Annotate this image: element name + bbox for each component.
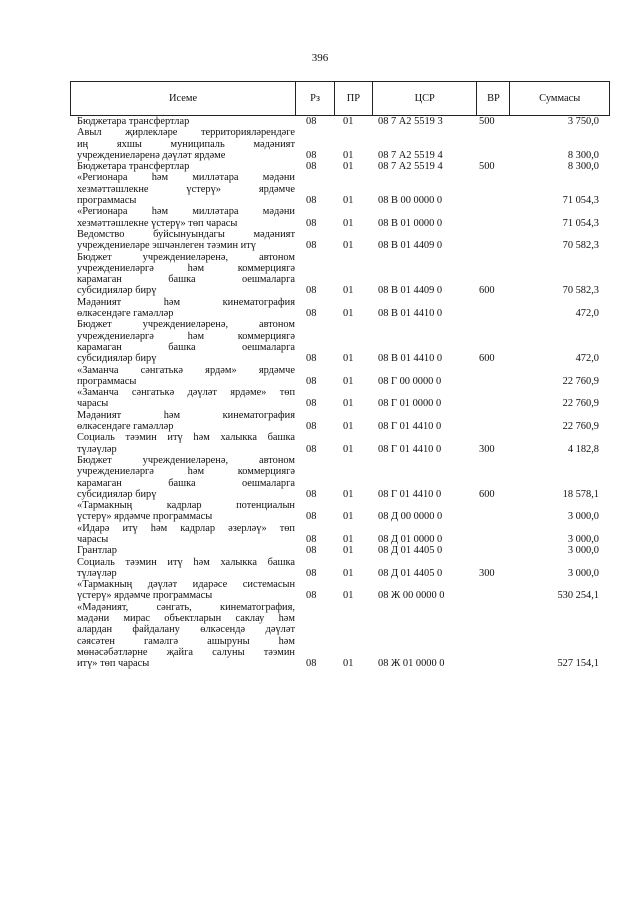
cell-sum: 71 054,3 [562,195,599,207]
cell-name-line: Социаль тәэмин итү һәм халыкка башка [77,432,295,444]
cell-csr: 08 7 А2 5519 3 [378,116,443,127]
cell-sum: 3 000,0 [567,533,599,545]
cell-rz: 08 [306,375,317,387]
cell-name-line: иң яхшы муниципаль мәдәният [77,138,295,150]
cell-name [70,432,295,455]
cell-sum: 71 054,3 [562,217,599,229]
cell-sum: 22 760,9 [562,421,599,433]
cell-csr: 08 В 01 4410 0 [378,308,443,320]
cell-rz: 08 [306,443,317,455]
budget-table [70,81,610,670]
cell-rz: 08 [306,353,317,365]
table-row [70,410,610,433]
cell-name [70,252,295,297]
cell-name-line: Бюджет учреждениеләренә, автоном [77,319,295,331]
cell-name [70,557,295,580]
table-row [70,116,610,127]
cell-pr: 01 [343,375,354,387]
cell-name-line: «Регионара һәм милләтара мәдәни [77,206,295,218]
cell-sum: 472,0 [575,308,599,320]
cell-sum: 18 578,1 [562,488,599,500]
cell-name-line: субсидияләр бирү [77,353,157,365]
table-row [70,557,610,580]
cell-sum: 530 254,1 [557,590,599,602]
cell-name-line: өлкәсендәге гамәлләр [77,308,174,320]
table-row [70,602,610,670]
table-row [70,455,610,500]
cell-name-line: түләүләр [77,567,117,579]
cell-name-line: хезмәттәшлекне үстерү» төп чарасы [77,217,238,229]
cell-name-line: алардан файдалану өлкәсендә дәүләт [77,624,295,636]
table-row [70,365,610,388]
cell-csr: 08 Д 01 4405 0 [378,567,443,579]
cell-sum: 527 154,1 [557,658,599,670]
cell-name-line: «Идарә итү һәм кадрлар әзерләү» төп [77,522,295,534]
cell-name [70,410,295,433]
cell-rz: 08 [306,195,317,207]
cell-csr: 08 Г 01 4410 0 [378,488,442,500]
cell-name [70,365,295,388]
cell-sum: 22 760,9 [562,398,599,410]
cell-name-line: программасы [77,375,137,387]
cell-name [70,523,295,546]
cell-csr: 08 Ж 01 0000 0 [378,658,445,670]
cell-vr: 300 [479,443,495,455]
cell-name-line: «Регионара һәм милләтара мәдәни [77,172,295,184]
cell-sum: 3 000,0 [567,545,599,557]
cell-rz: 08 [306,590,317,602]
cell-sum: 70 582,3 [562,240,599,252]
cell-pr: 01 [343,195,354,207]
cell-name-line: карамаган башка оешмаларга [77,274,295,286]
cell-pr: 01 [343,590,354,602]
cell-csr: 08 В 01 4410 0 [378,353,443,365]
cell-name-line: Бюджетара трансфертлар [77,116,190,127]
cell-name-line: субсидияләр бирү [77,285,157,297]
table-body [70,116,610,670]
cell-pr: 01 [343,353,354,365]
table-row [70,319,610,364]
cell-sum: 4 182,8 [567,443,599,455]
table-row [70,161,610,172]
cell-csr: 08 В 01 0000 0 [378,217,443,229]
cell-name-line: учреждениеләргә һәм коммерциягә [77,262,295,274]
cell-name-line: Мәдәният һәм кинематография [77,296,295,308]
cell-name [70,579,295,602]
cell-pr: 01 [343,567,354,579]
cell-name [70,206,295,229]
cell-name [70,229,295,252]
cell-rz: 08 [306,285,317,297]
cell-name-line: сәясәтен гамәлгә ашыруны һәм [77,635,295,647]
cell-rz: 08 [306,567,317,579]
cell-name-line: хезмәттәшлекне үстерү» ярдәмче [77,183,295,195]
cell-csr: 08 7 А2 5519 4 [378,149,443,161]
page-number: 396 [311,52,329,64]
cell-name [70,602,295,670]
cell-rz: 08 [306,308,317,320]
cell-sum: 3 000,0 [567,511,599,523]
cell-name-line: «Мәдәният, сәнгать, кинематография, [77,601,295,613]
cell-pr: 01 [343,149,354,161]
cell-name-line: учреждениеләргә һәм коммерциягә [77,330,295,342]
cell-pr: 01 [343,443,354,455]
cell-rz: 08 [306,488,317,500]
cell-vr: 600 [479,488,495,500]
cell-rz: 08 [306,217,317,229]
cell-pr: 01 [343,421,354,433]
cell-csr: 08 В 00 0000 0 [378,195,443,207]
cell-sum: 70 582,3 [562,285,599,297]
cell-csr: 08 Д 01 0000 0 [378,533,443,545]
cell-pr: 01 [343,161,354,173]
cell-pr: 01 [343,116,354,127]
cell-name [70,161,295,172]
cell-csr: 08 Д 00 0000 0 [378,511,443,523]
table-row [70,252,610,297]
cell-name-line: Ведомство буйсынуындагы мәдәният [77,228,295,240]
cell-name-line: «Заманча сәнгатькә ярдәм» ярдәмче [77,364,295,376]
cell-name-line: «Заманча сәнгатькә дәүләт ярдәме» төп [77,387,295,399]
table-row [70,500,610,523]
cell-name [70,319,295,364]
cell-csr: 08 Г 01 0000 0 [378,398,442,410]
cell-sum: 3 750,0 [567,116,599,127]
cell-name-line: учреждениеләре эшчәнлеген тәэмин итү [77,240,256,252]
cell-vr: 600 [479,285,495,297]
cell-name-line: чарасы [77,398,109,410]
table-row [70,432,610,455]
cell-rz: 08 [306,161,317,173]
cell-name-line: үстерү» ярдәмче программасы [77,590,213,602]
cell-name [70,172,295,206]
cell-name [70,387,295,410]
header-sum: Суммасы [509,82,609,115]
cell-vr: 500 [479,116,495,127]
table-row [70,297,610,320]
cell-name [70,455,295,500]
table-row [70,387,610,410]
cell-pr: 01 [343,511,354,523]
cell-vr: 500 [479,161,495,173]
header-rz: Рз [295,82,334,115]
cell-name-line: учреждениеләргә һәм коммерциягә [77,466,295,478]
cell-vr: 300 [479,567,495,579]
cell-rz: 08 [306,116,317,127]
cell-vr: 600 [479,353,495,365]
cell-name-line: түләүләр [77,443,117,455]
cell-name-line: «Тармакның кадрлар потенциалын [77,500,295,512]
cell-csr: 08 Ж 00 0000 0 [378,590,445,602]
cell-name-line: Авыл җирлекләре территорияләрендәге [77,127,295,139]
header-name: Исеме [169,93,198,104]
table-row [70,127,610,161]
cell-name-line: учреждениеләренә дәүләт ярдәме [77,149,226,161]
cell-rz: 08 [306,545,317,557]
cell-pr: 01 [343,285,354,297]
cell-pr: 01 [343,488,354,500]
cell-name-line: «Тармакның дәүләт идарәсе системасын [77,579,295,591]
cell-pr: 01 [343,658,354,670]
table-row [70,523,610,546]
cell-csr: 08 Д 01 4405 0 [378,545,443,557]
cell-name [70,116,295,127]
cell-pr: 01 [343,545,354,557]
cell-pr: 01 [343,240,354,252]
cell-pr: 01 [343,217,354,229]
cell-sum: 3 000,0 [567,567,599,579]
cell-rz: 08 [306,240,317,252]
cell-csr: 08 Г 00 0000 0 [378,375,442,387]
cell-rz: 08 [306,421,317,433]
cell-name [70,127,295,161]
cell-name-line: карамаган башка оешмаларга [77,477,295,489]
cell-sum: 472,0 [575,353,599,365]
cell-name-line: программасы [77,195,137,207]
cell-pr: 01 [343,308,354,320]
table-row [70,579,610,602]
cell-name-line: мөнәсәбәтләрне җайга салуны тәэмин [77,646,295,658]
cell-rz: 08 [306,658,317,670]
cell-rz: 08 [306,398,317,410]
cell-csr: 08 В 01 4409 0 [378,285,443,297]
header-vr: ВР [476,82,509,115]
cell-name-line: карамаган башка оешмаларга [77,341,295,353]
cell-name-line: Грантлар [77,545,117,557]
cell-rz: 08 [306,149,317,161]
table-row [70,172,610,206]
cell-name-line: үстерү» ярдәмче программасы [77,511,213,523]
table-row [70,229,610,252]
cell-sum: 22 760,9 [562,375,599,387]
cell-name-line: чарасы [77,533,109,545]
cell-pr: 01 [343,398,354,410]
cell-name-line: субсидияләр бирү [77,488,157,500]
cell-name-line: Бюджет учреждениеләренә, автоном [77,454,295,466]
table-row [70,206,610,229]
table-header [70,81,610,116]
cell-name-line: Мәдәният һәм кинематография [77,409,295,421]
cell-name [70,545,295,556]
cell-name-line: итү» төп чарасы [77,658,150,670]
cell-csr: 08 Г 01 4410 0 [378,421,442,433]
cell-rz: 08 [306,511,317,523]
cell-name [70,297,295,320]
cell-name-line: Бюджетара трансфертлар [77,161,190,173]
cell-csr: 08 В 01 4409 0 [378,240,443,252]
cell-name-line: Социаль тәэмин итү һәм халыкка башка [77,556,295,568]
cell-name-line: Бюджет учреждениеләренә, автоном [77,251,295,263]
header-csr: ЦСР [372,82,477,115]
table-row [70,545,610,556]
cell-rz: 08 [306,533,317,545]
cell-name-line: өлкәсендәге гамәлләр [77,421,174,433]
cell-sum: 8 300,0 [567,149,599,161]
cell-name [70,500,295,523]
cell-sum: 8 300,0 [567,161,599,173]
header-pr: ПР [334,82,372,115]
cell-name-line: мәдәни мирас объектларын саклау һәм [77,613,295,625]
cell-csr: 08 Г 01 4410 0 [378,443,442,455]
cell-pr: 01 [343,533,354,545]
cell-csr: 08 7 А2 5519 4 [378,161,443,173]
